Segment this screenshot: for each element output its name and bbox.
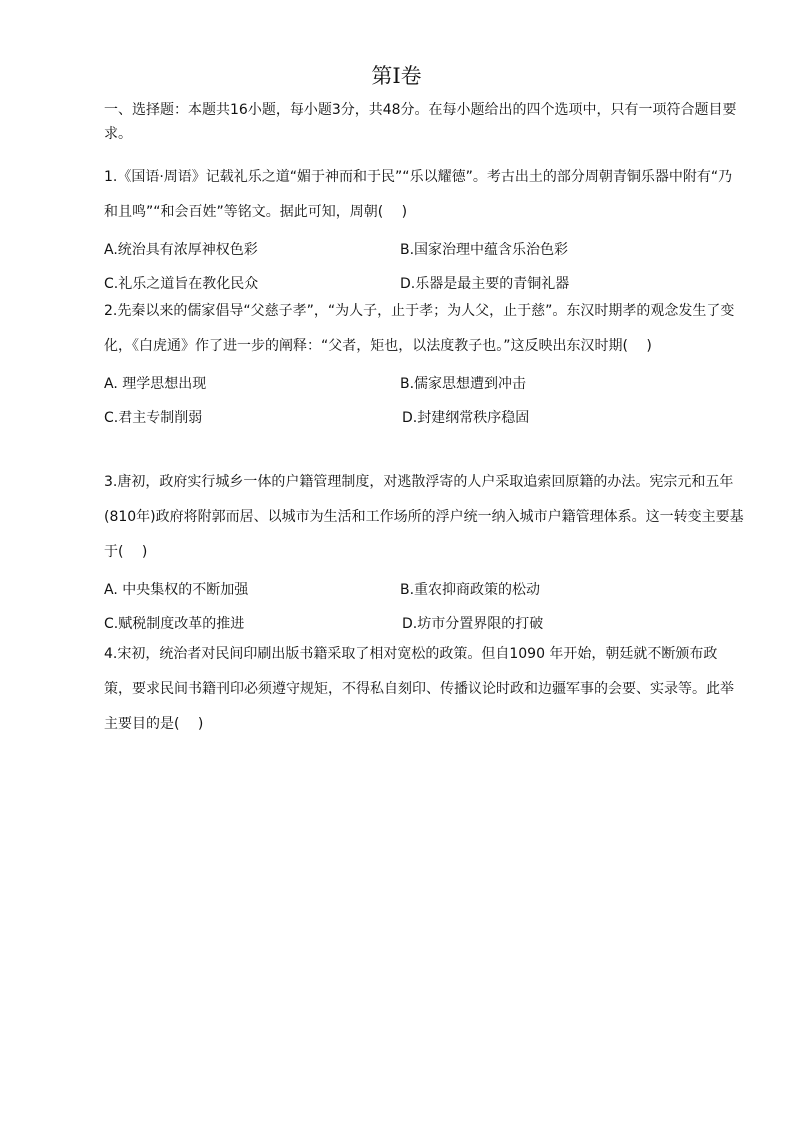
option-c: C.礼乐之道旨在教化民众: [104, 276, 259, 292]
option-b: B.儒家思想遭到冲击: [400, 376, 527, 392]
question-stem: 2.先秦以来的儒家倡导“父慈子孝”，“为人子，止于孝；为人父，止于慈”。东汉时期孝的观念发生了变化，《白虎通》作了进一步的阐释：“父者，矩也，以法度教子也。”这反映出东汉时期( ): [104, 303, 735, 354]
question-stem: 1.《国语·周语》记载礼乐之道“媚于神而和于民”“乐以耀德”。考古出土的部分周朝青铜乐器中附有“乃和且鸣”“和会百姓”等铭文。据此可知，周朝( ): [104, 169, 733, 220]
option-b: B.重农抑商政策的松动: [400, 582, 541, 598]
question-3: [104, 465, 744, 641]
question-stem: 3.唐初，政府实行城乡一体的户籍管理制度，对逃散浮寄的人户采取追索回原籍的办法。宪宗元和五年(810年)政府将附郭而居、以城市为生活和工作场所的浮户统一纳入城市户籍管理体系。这一转变主要基于( ): [104, 474, 744, 560]
question-stem: 4.宋初，统治者对民间印刷出版书籍采取了相对宽松的政策。但自1090 年开始，朝廷就不断颁布政策，要求民间书籍刊印必须遵守规矩，不得私自刻印、传播议论时政和边疆军事的会要、实录等。此举主要目的是( ): [104, 646, 734, 732]
option-c: C.君主专制削弱: [104, 410, 203, 426]
section-instructions: 一、选择题：本题共16小题，每小题3分，共48分。在每小题给出的四个选项中，只有一项符合题目要求。: [104, 102, 737, 142]
option-a: A. 理学思想出现: [104, 376, 207, 392]
option-a: A.统治具有浓厚神权色彩: [104, 242, 258, 258]
question-4: [104, 637, 744, 742]
paper-title: 第I卷: [371, 64, 422, 88]
option-c: C.赋税制度改革的推进: [104, 616, 245, 632]
option-d: D.乐器是最主要的青铜礼器: [400, 276, 570, 292]
option-list: [104, 367, 744, 435]
option-d: D.封建纲常秩序稳固: [402, 410, 530, 426]
option-b: B.国家治理中蕴含乐治色彩: [400, 242, 569, 258]
option-a: A. 中央集权的不断加强: [104, 582, 249, 598]
option-list: [104, 573, 744, 641]
question-2: [104, 294, 744, 435]
option-d: D.坊市分置界限的打破: [402, 616, 544, 632]
question-1: [104, 160, 744, 301]
option-list: [104, 233, 744, 301]
